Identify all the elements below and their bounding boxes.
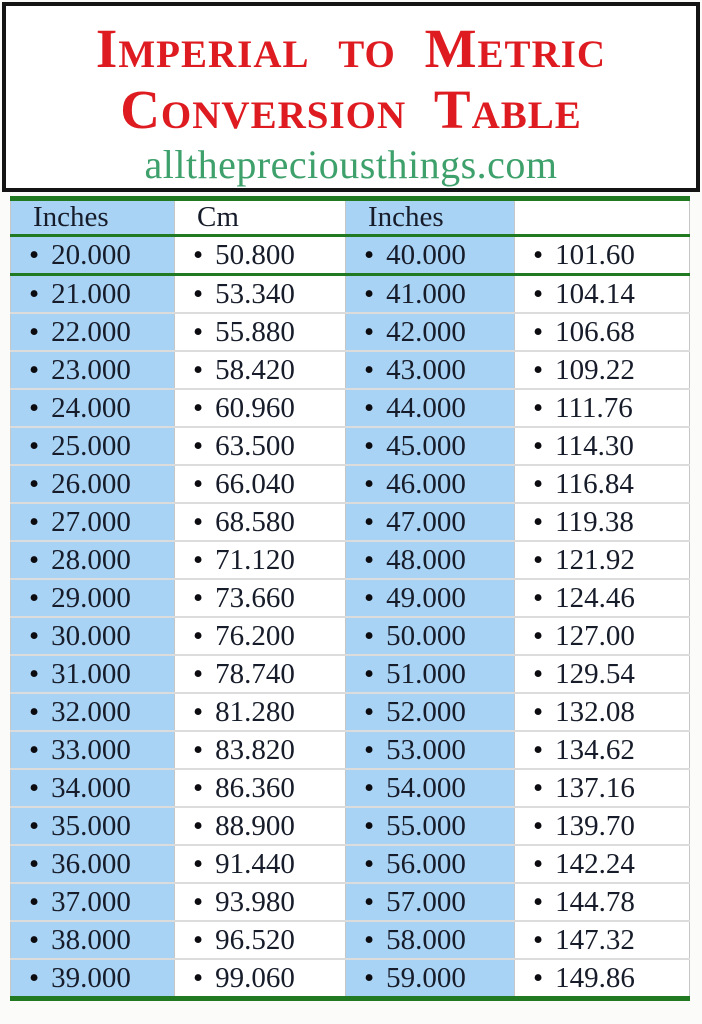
- title-line-2: Conversion Table: [120, 79, 582, 140]
- cell-value: 83.820: [215, 733, 295, 766]
- cell-value: 55.000: [386, 809, 466, 842]
- table-cell: [175, 427, 346, 465]
- cell-value: 81.280: [215, 695, 295, 728]
- cell-value: 71.120: [215, 543, 295, 576]
- cell-value: 124.46: [555, 581, 635, 614]
- bullet-icon: •: [533, 695, 544, 728]
- cell-value: 51.000: [386, 657, 466, 690]
- table-cell: [515, 236, 690, 275]
- table-cell: [515, 541, 690, 579]
- table-cell: [515, 503, 690, 541]
- table-cell: [515, 769, 690, 807]
- table-cell: [175, 921, 346, 959]
- cell-value: 127.00: [555, 619, 635, 652]
- table-row: [11, 845, 690, 883]
- table-row: [11, 236, 690, 275]
- table-row: [11, 731, 690, 769]
- bullet-icon: •: [533, 277, 544, 310]
- table-cell: [175, 389, 346, 427]
- bullet-icon: •: [193, 619, 204, 652]
- bullet-icon: •: [533, 315, 544, 348]
- table-cell: [346, 845, 515, 883]
- table-cell: [11, 465, 175, 503]
- bullet-icon: •: [29, 885, 40, 918]
- cell-value: 49.000: [386, 581, 466, 614]
- cell-value: 57.000: [386, 885, 466, 918]
- table-cell: [515, 921, 690, 959]
- cell-value: 93.980: [215, 885, 295, 918]
- cell-value: 26.000: [51, 467, 131, 500]
- cell-value: 78.740: [215, 657, 295, 690]
- bullet-icon: •: [364, 543, 375, 576]
- table-cell: [515, 427, 690, 465]
- table-cell: [515, 807, 690, 845]
- bullet-icon: •: [533, 543, 544, 576]
- cell-value: 121.92: [555, 543, 635, 576]
- bullet-icon: •: [29, 657, 40, 690]
- bullet-icon: •: [533, 619, 544, 652]
- bullet-icon: •: [193, 923, 204, 956]
- table-cell: [515, 275, 690, 314]
- bullet-icon: •: [533, 353, 544, 386]
- table-cell: [346, 236, 515, 275]
- cell-value: 40.000: [386, 238, 466, 271]
- table-cell: [175, 503, 346, 541]
- table-cell: [11, 845, 175, 883]
- bullet-icon: •: [364, 467, 375, 500]
- table-cell: [11, 236, 175, 275]
- header-row: [11, 199, 690, 236]
- table-row: [11, 921, 690, 959]
- bullet-icon: •: [193, 885, 204, 918]
- cell-value: 42.000: [386, 315, 466, 348]
- table-cell: [175, 465, 346, 503]
- table-cell: [175, 807, 346, 845]
- cell-value: 32.000: [51, 695, 131, 728]
- table-cell: [515, 731, 690, 769]
- table-row: [11, 693, 690, 731]
- table-cell: [11, 275, 175, 314]
- cell-value: 106.68: [555, 315, 635, 348]
- table-row: [11, 959, 690, 999]
- bullet-icon: •: [193, 543, 204, 576]
- bullet-icon: •: [364, 657, 375, 690]
- bullet-icon: •: [29, 847, 40, 880]
- cell-value: 104.14: [555, 277, 635, 310]
- column-header-inches-left: Inches: [11, 199, 175, 236]
- cell-value: 46.000: [386, 467, 466, 500]
- table-row: [11, 541, 690, 579]
- bullet-icon: •: [29, 771, 40, 804]
- cell-value: 139.70: [555, 809, 635, 842]
- cell-value: 149.86: [555, 961, 635, 994]
- table-cell: [175, 731, 346, 769]
- table-cell: [175, 617, 346, 655]
- cell-value: 58.420: [215, 353, 295, 386]
- cell-value: 50.000: [386, 619, 466, 652]
- website-text: allthepreciousthings.com: [144, 142, 558, 187]
- table-row: [11, 655, 690, 693]
- table-cell: [346, 959, 515, 999]
- table-cell: [346, 807, 515, 845]
- bullet-icon: •: [29, 505, 40, 538]
- table-cell: [515, 313, 690, 351]
- bullet-icon: •: [193, 847, 204, 880]
- cell-value: 134.62: [555, 733, 635, 766]
- table-cell: [515, 617, 690, 655]
- cell-value: 41.000: [386, 277, 466, 310]
- cell-value: 58.000: [386, 923, 466, 956]
- bullet-icon: •: [29, 581, 40, 614]
- bullet-icon: •: [364, 391, 375, 424]
- table-cell: [346, 921, 515, 959]
- bullet-icon: •: [533, 961, 544, 994]
- cell-value: 144.78: [555, 885, 635, 918]
- cell-value: 21.000: [51, 277, 131, 310]
- bullet-icon: •: [533, 657, 544, 690]
- table-cell: [11, 959, 175, 999]
- table-row: [11, 807, 690, 845]
- column-header-inches-right: Inches: [346, 199, 515, 236]
- table-cell: [175, 313, 346, 351]
- bullet-icon: •: [364, 277, 375, 310]
- bullet-icon: •: [193, 771, 204, 804]
- table-row: [11, 275, 690, 314]
- table-cell: [11, 579, 175, 617]
- bullet-icon: •: [193, 657, 204, 690]
- bullet-icon: •: [193, 353, 204, 386]
- cell-value: 147.32: [555, 923, 635, 956]
- cell-value: 34.000: [51, 771, 131, 804]
- cell-value: 59.000: [386, 961, 466, 994]
- bullet-icon: •: [29, 619, 40, 652]
- bullet-icon: •: [364, 961, 375, 994]
- cell-value: 36.000: [51, 847, 131, 880]
- cell-value: 53.000: [386, 733, 466, 766]
- cell-value: 114.30: [555, 429, 634, 462]
- bullet-icon: •: [533, 467, 544, 500]
- column-header-cm-left: Cm: [175, 199, 346, 236]
- bullet-icon: •: [364, 619, 375, 652]
- table-cell: [346, 731, 515, 769]
- bullet-icon: •: [193, 505, 204, 538]
- table-row: [11, 883, 690, 921]
- cell-value: 137.16: [555, 771, 635, 804]
- bullet-icon: •: [364, 315, 375, 348]
- bullet-icon: •: [29, 923, 40, 956]
- bullet-icon: •: [364, 847, 375, 880]
- cell-value: 27.000: [51, 505, 131, 538]
- cell-value: 116.84: [555, 467, 634, 500]
- table-cell: [11, 921, 175, 959]
- table-cell: [175, 845, 346, 883]
- table-cell: [346, 541, 515, 579]
- table-cell: [11, 693, 175, 731]
- cell-value: 23.000: [51, 353, 131, 386]
- title-line-1: Imperial to Metric: [95, 18, 607, 79]
- cell-value: 35.000: [51, 809, 131, 842]
- bullet-icon: •: [533, 771, 544, 804]
- table-cell: [346, 465, 515, 503]
- cell-value: 28.000: [51, 543, 131, 576]
- cell-value: 68.580: [215, 505, 295, 538]
- bullet-icon: •: [193, 961, 204, 994]
- table-cell: [11, 617, 175, 655]
- cell-value: 54.000: [386, 771, 466, 804]
- bullet-icon: •: [364, 733, 375, 766]
- table-row: [11, 427, 690, 465]
- table-row: [11, 769, 690, 807]
- cell-value: 142.24: [555, 847, 635, 880]
- bullet-icon: •: [364, 885, 375, 918]
- table-cell: [11, 655, 175, 693]
- conversion-table: [10, 196, 690, 1001]
- table-cell: [175, 959, 346, 999]
- bullet-icon: •: [29, 809, 40, 842]
- bullet-icon: •: [533, 581, 544, 614]
- bullet-icon: •: [193, 581, 204, 614]
- bullet-icon: •: [29, 353, 40, 386]
- table-cell: [515, 693, 690, 731]
- table-cell: [175, 236, 346, 275]
- table-cell: [11, 541, 175, 579]
- cell-value: 29.000: [51, 581, 131, 614]
- table-row: [11, 313, 690, 351]
- cell-value: 47.000: [386, 505, 466, 538]
- title-banner: [2, 2, 700, 192]
- table-cell: [515, 883, 690, 921]
- table-cell: [175, 883, 346, 921]
- table-cell: [346, 617, 515, 655]
- bullet-icon: •: [29, 733, 40, 766]
- cell-value: 50.800: [215, 238, 295, 271]
- bullet-icon: •: [193, 695, 204, 728]
- table-row: [11, 503, 690, 541]
- bullet-icon: •: [29, 238, 40, 271]
- table-cell: [346, 883, 515, 921]
- bullet-icon: •: [29, 467, 40, 500]
- table-cell: [11, 427, 175, 465]
- table-cell: [175, 275, 346, 314]
- table-cell: [515, 655, 690, 693]
- bullet-icon: •: [29, 391, 40, 424]
- table-cell: [11, 389, 175, 427]
- table-row: [11, 389, 690, 427]
- conversion-table-wrap: [10, 196, 689, 1001]
- column-header-cm-right: [515, 199, 690, 236]
- cell-value: 111.76: [555, 391, 633, 424]
- table-cell: [11, 769, 175, 807]
- table-cell: [515, 579, 690, 617]
- table-cell: [175, 769, 346, 807]
- bullet-icon: •: [533, 885, 544, 918]
- table-cell: [175, 655, 346, 693]
- bullet-icon: •: [29, 961, 40, 994]
- cell-value: 52.000: [386, 695, 466, 728]
- bullet-icon: •: [193, 315, 204, 348]
- cell-value: 99.060: [215, 961, 295, 994]
- bullet-icon: •: [533, 429, 544, 462]
- table-cell: [11, 351, 175, 389]
- cell-value: 30.000: [51, 619, 131, 652]
- bullet-icon: •: [193, 238, 204, 271]
- bullet-icon: •: [193, 809, 204, 842]
- table-cell: [515, 845, 690, 883]
- cell-value: 96.520: [215, 923, 295, 956]
- table-row: [11, 351, 690, 389]
- bullet-icon: •: [533, 391, 544, 424]
- table-cell: [11, 731, 175, 769]
- bullet-icon: •: [364, 809, 375, 842]
- bullet-icon: •: [533, 733, 544, 766]
- table-cell: [346, 693, 515, 731]
- table-cell: [175, 541, 346, 579]
- cell-value: 33.000: [51, 733, 131, 766]
- table-row: [11, 617, 690, 655]
- table-cell: [11, 807, 175, 845]
- cell-value: 38.000: [51, 923, 131, 956]
- table-row: [11, 579, 690, 617]
- bullet-icon: •: [364, 505, 375, 538]
- table-cell: [175, 693, 346, 731]
- table-cell: [346, 427, 515, 465]
- cell-value: 24.000: [51, 391, 131, 424]
- table-cell: [346, 351, 515, 389]
- bullet-icon: •: [29, 543, 40, 576]
- table-cell: [515, 465, 690, 503]
- bullet-icon: •: [193, 429, 204, 462]
- cell-value: 20.000: [51, 238, 131, 271]
- bullet-icon: •: [533, 238, 544, 271]
- bullet-icon: •: [364, 353, 375, 386]
- bullet-icon: •: [533, 809, 544, 842]
- table-cell: [346, 313, 515, 351]
- table-cell: [346, 769, 515, 807]
- table-cell: [515, 351, 690, 389]
- cell-value: 63.500: [215, 429, 295, 462]
- bullet-icon: •: [364, 695, 375, 728]
- bullet-icon: •: [29, 695, 40, 728]
- cell-value: 56.000: [386, 847, 466, 880]
- cell-value: 109.22: [555, 353, 635, 386]
- bullet-icon: •: [193, 391, 204, 424]
- bullet-icon: •: [364, 238, 375, 271]
- cell-value: 31.000: [51, 657, 131, 690]
- bullet-icon: •: [533, 505, 544, 538]
- cell-value: 53.340: [215, 277, 295, 310]
- table-cell: [11, 313, 175, 351]
- table-cell: [11, 883, 175, 921]
- cell-value: 101.60: [555, 238, 635, 271]
- bullet-icon: •: [364, 771, 375, 804]
- cell-value: 60.960: [215, 391, 295, 424]
- cell-value: 66.040: [215, 467, 295, 500]
- cell-value: 48.000: [386, 543, 466, 576]
- cell-value: 129.54: [555, 657, 635, 690]
- cell-value: 119.38: [555, 505, 634, 538]
- cell-value: 44.000: [386, 391, 466, 424]
- table-cell: [175, 351, 346, 389]
- table-cell: [515, 389, 690, 427]
- table-cell: [515, 959, 690, 999]
- cell-value: 132.08: [555, 695, 635, 728]
- bullet-icon: •: [29, 429, 40, 462]
- cell-value: 91.440: [215, 847, 295, 880]
- table-cell: [175, 579, 346, 617]
- cell-value: 39.000: [51, 961, 131, 994]
- cell-value: 55.880: [215, 315, 295, 348]
- bullet-icon: •: [533, 923, 544, 956]
- cell-value: 22.000: [51, 315, 131, 348]
- table-row: [11, 465, 690, 503]
- cell-value: 88.900: [215, 809, 295, 842]
- table-cell: [346, 275, 515, 314]
- bullet-icon: •: [533, 847, 544, 880]
- bullet-icon: •: [364, 581, 375, 614]
- bullet-icon: •: [29, 315, 40, 348]
- bullet-icon: •: [364, 429, 375, 462]
- cell-value: 37.000: [51, 885, 131, 918]
- table-cell: [346, 389, 515, 427]
- bullet-icon: •: [364, 923, 375, 956]
- cell-value: 86.360: [215, 771, 295, 804]
- table-cell: [346, 655, 515, 693]
- table-cell: [346, 579, 515, 617]
- cell-value: 73.660: [215, 581, 295, 614]
- bullet-icon: •: [193, 277, 204, 310]
- bullet-icon: •: [29, 277, 40, 310]
- cell-value: 76.200: [215, 619, 295, 652]
- cell-value: 43.000: [386, 353, 466, 386]
- bullet-icon: •: [193, 467, 204, 500]
- table-cell: [11, 503, 175, 541]
- bullet-icon: •: [193, 733, 204, 766]
- cell-value: 25.000: [51, 429, 131, 462]
- table-cell: [346, 503, 515, 541]
- cell-value: 45.000: [386, 429, 466, 462]
